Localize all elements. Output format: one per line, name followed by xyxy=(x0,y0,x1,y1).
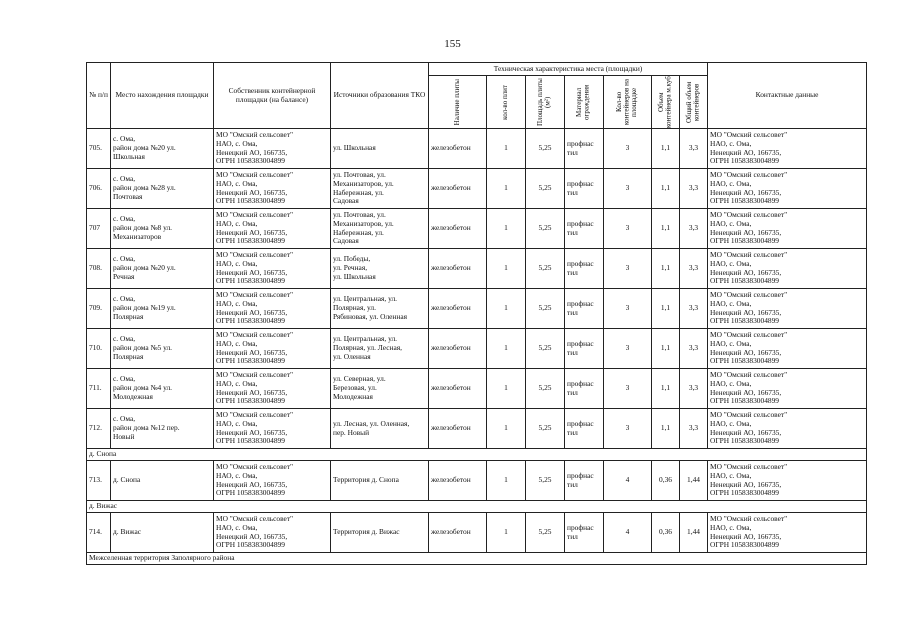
subheader-slab-count: кол-во плит xyxy=(487,76,526,129)
section-title: Межселенная территория Заполярного района xyxy=(87,553,867,565)
section-row xyxy=(87,553,867,565)
cell-slab-count: 1 xyxy=(487,289,526,329)
cell-owner: МО "Омский сельсовет" НАО, с. Ома, Ненецкий АО, 166735, ОГРН 1058383004899 xyxy=(214,461,331,501)
cell-volume: 1,1 xyxy=(652,329,680,369)
table-row xyxy=(87,409,867,449)
cell-fence: профнас тил xyxy=(565,169,604,209)
header-contacts: Контактные данные xyxy=(708,63,867,129)
cell-place: с. Ома, район дома №19 ул. Полярная xyxy=(111,289,214,329)
cell-slab-count: 1 xyxy=(487,209,526,249)
cell-volume: 1,1 xyxy=(652,369,680,409)
cell-fence: профнас тил xyxy=(565,513,604,553)
cell-slab-count: 1 xyxy=(487,329,526,369)
cell-volume: 0,36 xyxy=(652,513,680,553)
cell-num: 707 xyxy=(87,209,111,249)
cell-contacts: МО "Омский сельсовет" НАО, с. Ома, Ненецкий АО, 166735, ОГРН 1058383004899 xyxy=(708,169,867,209)
cell-containers: 3 xyxy=(604,369,652,409)
cell-volume: 1,1 xyxy=(652,249,680,289)
header-tech: Техническая характеристика места (площадки) xyxy=(429,63,708,76)
cell-total: 3,3 xyxy=(680,169,708,209)
cell-slab-count: 1 xyxy=(487,461,526,501)
cell-owner: МО "Омский сельсовет" НАО, с. Ома, Ненецкий АО, 166735, ОГРН 1058383004899 xyxy=(214,249,331,289)
cell-source: Территория д. Вижас xyxy=(331,513,429,553)
cell-contacts: МО "Омский сельсовет" НАО, с. Ома, Ненецкий АО, 166735, ОГРН 1058383004899 xyxy=(708,289,867,329)
cell-source: ул. Центральная, ул. Полярная, ул. Рябиновая, ул. Оленная xyxy=(331,289,429,329)
cell-owner: МО "Омский сельсовет" НАО, с. Ома, Ненецкий АО, 166735, ОГРН 1058383004899 xyxy=(214,289,331,329)
cell-slab-count: 1 xyxy=(487,369,526,409)
subheader-slab-area: Площадь плиты (м²) xyxy=(526,76,565,129)
cell-slab: железобетон xyxy=(429,129,487,169)
cell-place: с. Ома, район дома №20 ул. Школьная xyxy=(111,129,214,169)
section-title: д. Вижас xyxy=(87,501,867,513)
cell-area: 5,25 xyxy=(526,369,565,409)
cell-source: ул. Северная, ул. Березовая, ул. Молодежная xyxy=(331,369,429,409)
table-row xyxy=(87,289,867,329)
cell-slab: железобетон xyxy=(429,329,487,369)
cell-containers: 4 xyxy=(604,513,652,553)
cell-slab: железобетон xyxy=(429,289,487,329)
subheader-container-count: Кол-во контейнеров на площадке xyxy=(604,76,652,129)
cell-contacts: МО "Омский сельсовет" НАО, с. Ома, Ненецкий АО, 166735, ОГРН 1058383004899 xyxy=(708,409,867,449)
table-row xyxy=(87,129,867,169)
cell-slab-count: 1 xyxy=(487,513,526,553)
subheader-slab: Наличие плиты xyxy=(429,76,487,129)
cell-volume: 1,1 xyxy=(652,409,680,449)
cell-fence: профнас тил xyxy=(565,461,604,501)
cell-slab: железобетон xyxy=(429,169,487,209)
cell-fence: профнас тил xyxy=(565,289,604,329)
cell-source: ул. Школьная xyxy=(331,129,429,169)
section-row xyxy=(87,501,867,513)
table-row xyxy=(87,209,867,249)
cell-slab: железобетон xyxy=(429,513,487,553)
cell-area: 5,25 xyxy=(526,129,565,169)
table-row xyxy=(87,461,867,501)
cell-containers: 3 xyxy=(604,169,652,209)
cell-volume: 1,1 xyxy=(652,169,680,209)
cell-total: 3,3 xyxy=(680,209,708,249)
cell-num: 711. xyxy=(87,369,111,409)
cell-source: ул. Центральная, ул. Полярная, ул. Лесная, ул. Оленная xyxy=(331,329,429,369)
cell-place: д. Снопа xyxy=(111,461,214,501)
section-title: д. Снопа xyxy=(87,449,867,461)
cell-place: с. Ома, район дома №20 ул. Речная xyxy=(111,249,214,289)
cell-place: с. Ома, район дома №8 ул. Механизаторов xyxy=(111,209,214,249)
table-row xyxy=(87,369,867,409)
cell-place: с. Ома, район дома №28 ул. Почтовая xyxy=(111,169,214,209)
cell-num: 706. xyxy=(87,169,111,209)
cell-fence: профнас тил xyxy=(565,209,604,249)
cell-slab: железобетон xyxy=(429,209,487,249)
cell-containers: 3 xyxy=(604,209,652,249)
cell-slab: железобетон xyxy=(429,461,487,501)
cell-slab-count: 1 xyxy=(487,169,526,209)
cell-total: 3,3 xyxy=(680,129,708,169)
cell-num: 708. xyxy=(87,249,111,289)
cell-num: 709. xyxy=(87,289,111,329)
cell-source: ул. Лесная, ул. Оленная, пер. Новый xyxy=(331,409,429,449)
cell-owner: МО "Омский сельсовет" НАО, с. Ома, Ненецкий АО, 166735, ОГРН 1058383004899 xyxy=(214,129,331,169)
cell-area: 5,25 xyxy=(526,409,565,449)
cell-containers: 3 xyxy=(604,129,652,169)
cell-fence: профнас тил xyxy=(565,249,604,289)
cell-owner: МО "Омский сельсовет" НАО, с. Ома, Ненецкий АО, 166735, ОГРН 1058383004899 xyxy=(214,169,331,209)
cell-area: 5,25 xyxy=(526,461,565,501)
cell-volume: 0,36 xyxy=(652,461,680,501)
cell-volume: 1,1 xyxy=(652,129,680,169)
cell-volume: 1,1 xyxy=(652,289,680,329)
container-sites-table xyxy=(86,62,867,565)
cell-area: 5,25 xyxy=(526,289,565,329)
header-owner: Собственник контейнерной площадки (на балансе) xyxy=(214,63,331,129)
cell-slab-count: 1 xyxy=(487,409,526,449)
header-source: Источники образования ТКО xyxy=(331,63,429,129)
cell-place: с. Ома, район дома №5 ул. Полярная xyxy=(111,329,214,369)
cell-slab: железобетон xyxy=(429,409,487,449)
header-place: Место нахождения площадки xyxy=(111,63,214,129)
cell-total: 3,3 xyxy=(680,369,708,409)
table-row xyxy=(87,329,867,369)
cell-place: д. Вижас xyxy=(111,513,214,553)
table-row xyxy=(87,249,867,289)
cell-contacts: МО "Омский сельсовет" НАО, с. Ома, Ненецкий АО, 166735, ОГРН 1058383004899 xyxy=(708,209,867,249)
cell-num: 713. xyxy=(87,461,111,501)
page-number: 155 xyxy=(444,38,461,50)
cell-num: 710. xyxy=(87,329,111,369)
cell-containers: 3 xyxy=(604,289,652,329)
cell-source: ул. Победы, ул. Речная, ул. Школьная xyxy=(331,249,429,289)
cell-total: 1,44 xyxy=(680,461,708,501)
cell-slab-count: 1 xyxy=(487,129,526,169)
cell-area: 5,25 xyxy=(526,169,565,209)
cell-num: 714. xyxy=(87,513,111,553)
cell-area: 5,25 xyxy=(526,209,565,249)
cell-total: 3,3 xyxy=(680,249,708,289)
cell-total: 3,3 xyxy=(680,329,708,369)
cell-area: 5,25 xyxy=(526,249,565,289)
cell-volume: 1,1 xyxy=(652,209,680,249)
cell-contacts: МО "Омский сельсовет" НАО, с. Ома, Ненецкий АО, 166735, ОГРН 1058383004899 xyxy=(708,329,867,369)
cell-num: 705. xyxy=(87,129,111,169)
cell-slab: железобетон xyxy=(429,369,487,409)
cell-place: с. Ома, район дома №4 ул. Молодежная xyxy=(111,369,214,409)
cell-total: 3,3 xyxy=(680,409,708,449)
cell-contacts: МО "Омский сельсовет" НАО, с. Ома, Ненецкий АО, 166735, ОГРН 1058383004899 xyxy=(708,369,867,409)
cell-contacts: МО "Омский сельсовет" НАО, с. Ома, Ненецкий АО, 166735, ОГРН 1058383004899 xyxy=(708,129,867,169)
cell-slab: железобетон xyxy=(429,249,487,289)
cell-area: 5,25 xyxy=(526,329,565,369)
cell-contacts: МО "Омский сельсовет" НАО, с. Ома, Ненецкий АО, 166735, ОГРН 1058383004899 xyxy=(708,249,867,289)
subheader-fence-material: Материал ограждения xyxy=(565,76,604,129)
cell-fence: профнас тил xyxy=(565,369,604,409)
cell-owner: МО "Омский сельсовет" НАО, с. Ома, Ненецкий АО, 166735, ОГРН 1058383004899 xyxy=(214,513,331,553)
cell-total: 3,3 xyxy=(680,289,708,329)
cell-area: 5,25 xyxy=(526,513,565,553)
cell-containers: 3 xyxy=(604,409,652,449)
cell-owner: МО "Омский сельсовет" НАО, с. Ома, Ненецкий АО, 166735, ОГРН 1058383004899 xyxy=(214,329,331,369)
section-row xyxy=(87,449,867,461)
cell-place: с. Ома, район дома №12 пер. Новый xyxy=(111,409,214,449)
cell-total: 1,44 xyxy=(680,513,708,553)
cell-fence: профнас тил xyxy=(565,409,604,449)
cell-owner: МО "Омский сельсовет" НАО, с. Ома, Ненецкий АО, 166735, ОГРН 1058383004899 xyxy=(214,209,331,249)
cell-slab-count: 1 xyxy=(487,249,526,289)
cell-contacts: МО "Омский сельсовет" НАО, с. Ома, Ненецкий АО, 166735, ОГРН 1058383004899 xyxy=(708,513,867,553)
cell-source: ул. Почтовая, ул. Механизаторов, ул. Набережная, ул. Садовая xyxy=(331,169,429,209)
cell-owner: МО "Омский сельсовет" НАО, с. Ома, Ненецкий АО, 166735, ОГРН 1058383004899 xyxy=(214,369,331,409)
cell-containers: 4 xyxy=(604,461,652,501)
subheader-container-volume: Объем контейнера м.куб xyxy=(652,76,680,129)
cell-contacts: МО "Омский сельсовет" НАО, с. Ома, Ненецкий АО, 166735, ОГРН 1058383004899 xyxy=(708,461,867,501)
cell-fence: профнас тил xyxy=(565,329,604,369)
cell-source: ул. Почтовая, ул. Механизаторов, ул. Набережная, ул. Садовая xyxy=(331,209,429,249)
table-row xyxy=(87,169,867,209)
subheader-total-volume: Общий объем контейнеров xyxy=(680,76,708,129)
header-num: № п/п xyxy=(87,63,111,129)
cell-containers: 3 xyxy=(604,329,652,369)
cell-owner: МО "Омский сельсовет" НАО, с. Ома, Ненецкий АО, 166735, ОГРН 1058383004899 xyxy=(214,409,331,449)
cell-containers: 3 xyxy=(604,249,652,289)
cell-num: 712. xyxy=(87,409,111,449)
cell-source: Территория д. Снопа xyxy=(331,461,429,501)
table-row xyxy=(87,513,867,553)
cell-fence: профнас тил xyxy=(565,129,604,169)
